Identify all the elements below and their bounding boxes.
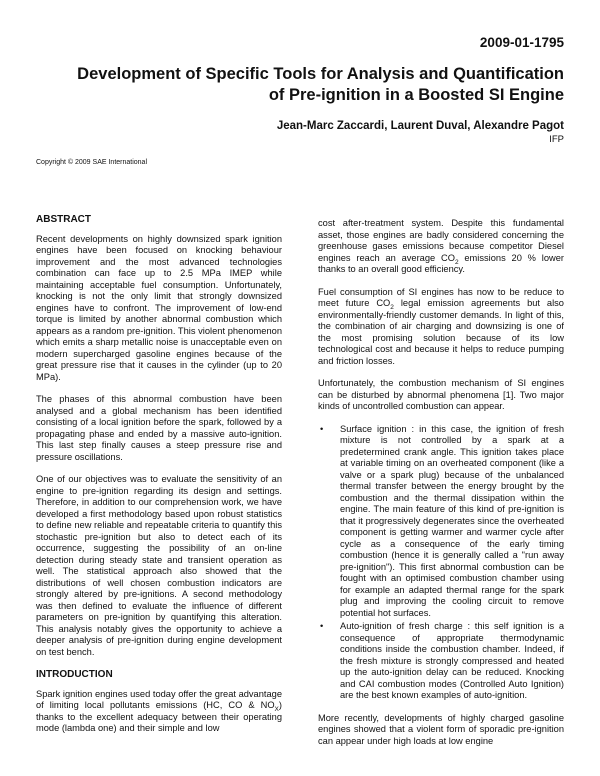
intro-text-a: Spark ignition engines used today offer the great advantage of limiting local pollutants emissions (HC, CO & NO [36,688,282,710]
title-line-1: Development of Specific Tools for Analysis and Quantification [77,65,564,83]
abstract-heading: ABSTRACT [36,214,91,225]
list-item-auto-ignition [318,621,564,702]
right-p1-text-b: emissions 20 % lower thanks to an overall good efficiency. [318,252,564,274]
right-paragraph-3: Unfortunately, the combustion mechanism of SI engines can be disturbed by abnormal phenomena [1]. Two major kinds of uncontrolled combustion can appear. [318,378,564,411]
abstract-paragraph-2: The phases of this abnormal combustion have been analysed and a global mechanism has been identified consisting of a local ignition before the spark, followed by a propagating phase and ended by a massive auto-ignition. This last step finally causes a steep pressure rise and pressure oscillations. [36,394,282,462]
abstract-paragraph-3: One of our objectives was to evaluate the sensitivity of an engine to pre-ignition regarding its design and settings. Therefore, in addition to our comprehension work, we have developed a first methodology based upon robust statistics to define new reliable and repeatable criteria to quantify this stochastic pre-ignition but also to detect each of its occurrence, suggesting the possibility of an on-line detection during steady state and transient operation as well. The statistical approach also showed that the distributions of well chosen combustion indicators are strongly altered by pre-ignitions. A second methodology was then defined to evaluate the influence of different parameters on pre-ignition by quantifying this alteration. This analysis notably gives the opportunity to achieve a deeper analysis of pre-ignition during engine development on test bench. [36,474,282,657]
copyright-notice: Copyright © 2009 SAE International [36,159,148,166]
right-p1-subscript: 2 [454,258,459,266]
list-item-text: Surface ignition : in this case, the ignition of fresh mixture is not controlled by a spark at a predetermined crank angle. This ignition takes place at variable timing on an overheated component (like a valve or a spark plug) because of the unbalanced thermal transfer between the energy brought by the combustion and the thermal dissipation within the engine. The main feature of this kind of pre-ignition is that it progressively degenerates since the overheated component is getting warmer and warmer cycle after cycle as a consequence of the early timing combustion (hence it is generally called a "run away pre-ignition"). This first abnormal combustion can be fought with an optimised combustion chamber using for example an adapted thermal range for the spark plug and improving the cooling circuit to remove potential hot surfaces. [340,423,564,618]
right-p2-text-b: legal emission agreements but also environmentally-friendly customer demands. In light of this, the combination of air charging and downsizing is one of the most promising solution because of its low technological cost and because it helps to reduce pumping and friction losses. [318,298,564,366]
combustion-types-list [318,424,564,702]
right-p2-subscript: 2 [390,303,394,311]
intro-subscript: X [274,705,279,713]
affiliation: IFP [549,134,564,145]
intro-text-b: ) thanks to the excellent adequacy between their operating mode (lambda one) and their simple and low [36,700,282,733]
right-paragraph-4: More recently, developments of highly charged gasoline engines showed that a violent form of sporadic pre-ignition can appear under high loads at low engine [318,712,564,746]
title-line-2: of Pre-ignition in a Boosted SI Engine [268,86,564,104]
list-item-text: Auto-ignition of fresh charge : this self ignition is a consequence of appropriate thermodynamic conditions inside the combustion chamber. Indeed, if the fresh mixture is strongly compressed and heated up the auto-ignition delay can be reduced. Knocking and CAI combustion modes (Controlled Auto Ignition) are the best known examples of auto-ignition. [340,621,564,700]
introduction-paragraph-1 [36,689,282,735]
paper-id: 2009-01-1795 [479,35,564,50]
right-paragraph-1 [318,218,564,276]
right-paragraph-2 [318,287,564,368]
bullet-marker: • [320,621,324,631]
abstract-paragraph-1: Recent developments on highly downsized spark ignition engines have been focused on knocking behaviour improvement and the most advanced technologies combination can face up to 2.5 MPa IMEP while maintaining acceptable fuel consumption. Unfortunately, knocking is not the only limit that strongly downsized engines have to confront. The improvement of low-end torque is limited by another abnormal combustion which appears as a random pre-ignition. This violent phenomenon which emits a sharp metallic noise is unacceptable even on modern supercharged gasoline engines because of the great pressure rise that it causes in the cylinder (up to 20 MPa). [36,233,282,382]
right-column [318,218,564,758]
introduction-heading: INTRODUCTION [36,669,113,680]
authors: Jean-Marc Zaccardi, Laurent Duval, Alexandre Pagot [276,120,564,132]
right-p2-text-a: Fuel consumption of SI engines has now to be reduce to meet future CO [318,286,564,308]
list-item-surface-ignition [318,424,564,620]
right-p1-text-a: cost after-treatment system. Despite this fundamental asset, those engines are badly considered concerning the greenhouse gases emissions because competitor Diesel engines reach an average CO [318,218,564,263]
paper-title [24,64,564,106]
left-column [36,214,282,746]
bullet-marker: • [320,423,324,434]
